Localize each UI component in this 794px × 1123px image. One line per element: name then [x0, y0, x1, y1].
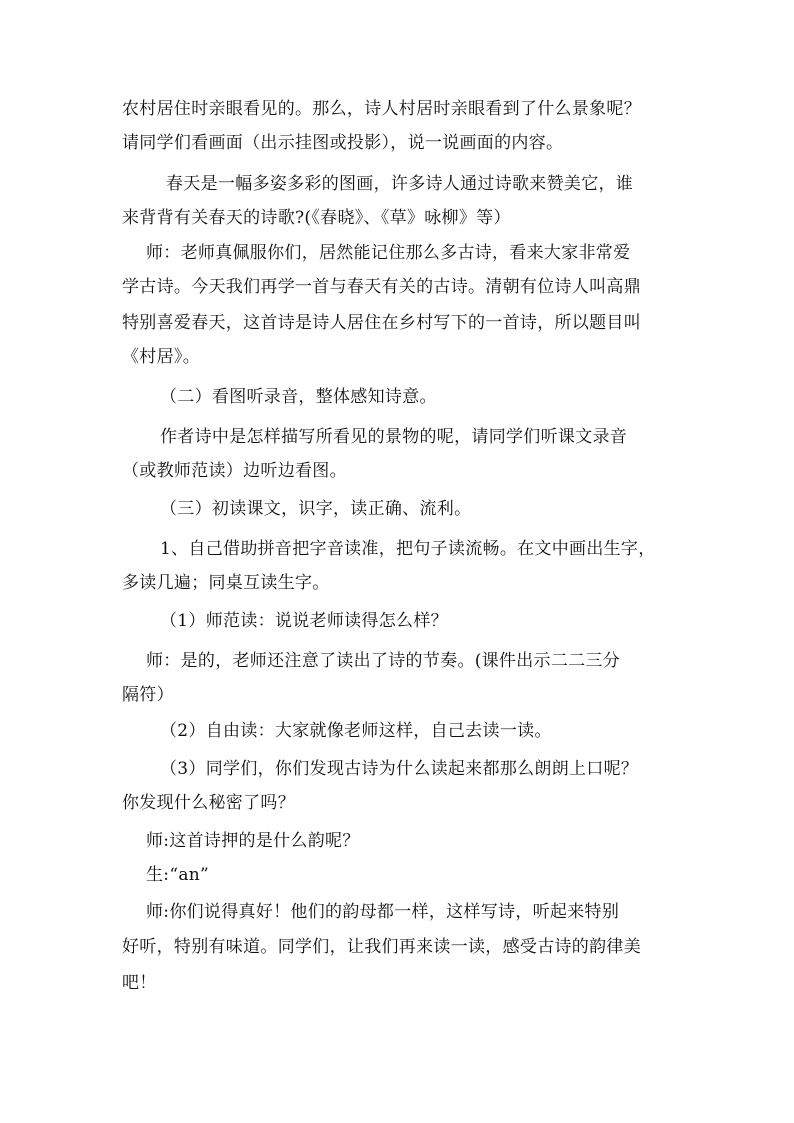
text-line: 多读几遍；同桌互读生字。	[122, 573, 330, 593]
text-line: 学古诗。今天我们再学一首与春天有关的古诗。清朝有位诗人叫高鼎	[122, 277, 641, 297]
text-line: 生:“an”	[146, 865, 209, 885]
text-line: （或教师范读）边听边看图。	[122, 461, 347, 481]
text-line: 农村居住时亲眼看见的。那么，诗人村居时亲眼看到了什么景象呢？	[122, 99, 641, 119]
text-line: 1、自己借助拼音把字音读准，把句子读流畅。在文中画出生字，	[160, 539, 656, 559]
text-line: 你发现什么秘密了吗？	[122, 793, 295, 813]
text-line: 隔符）	[122, 685, 174, 705]
text-line: 作者诗中是怎样描写所看见的景物的呢，请同学们听课文录音	[160, 427, 628, 447]
text-line: 来背背有关春天的诗歌?(《春晓》、《草》咏柳》等）	[122, 208, 511, 228]
text-line: 师：老师真佩服你们，居然能记住那么多古诗，看来大家非常爱	[146, 243, 631, 263]
text-line: 特别喜爱春天，这首诗是诗人居住在乡村写下的一首诗，所以题目叫	[122, 313, 641, 333]
text-line: 吧！	[122, 973, 157, 993]
section-heading: （三）初读课文，识字，读正确、流利。	[160, 499, 472, 519]
text-line: （1）师范读：说说老师读得怎么样？	[160, 611, 448, 631]
text-line: 师:你们说得真好！他们的韵母都一样，这样写诗，听起来特别	[146, 902, 620, 922]
text-line: 师：是的，老师还注意了读出了诗的节奏。(课件出示二二三分	[146, 651, 621, 671]
section-heading: （二）看图听录音，整体感知诗意。	[160, 387, 437, 407]
text-line: 好听，特别有味道。同学们，让我们再来读一读，感受古诗的韵律美	[122, 937, 641, 957]
text-line: （3）同学们，你们发现古诗为什么读起来都那么朗朗上口呢？	[160, 759, 639, 779]
text-line: 《村居》。	[122, 347, 200, 367]
text-line: 春天是一幅多姿多彩的图画，许多诗人通过诗歌来赞美它，谁	[166, 174, 634, 194]
text-line: 师:这首诗押的是什么韵呢？	[146, 831, 360, 851]
text-line: 请同学们看画面（出示挂图或投影），说一说画面的内容。	[122, 133, 564, 153]
text-line: （2）自由读：大家就像老师这样，自己去读一读。	[160, 721, 552, 741]
